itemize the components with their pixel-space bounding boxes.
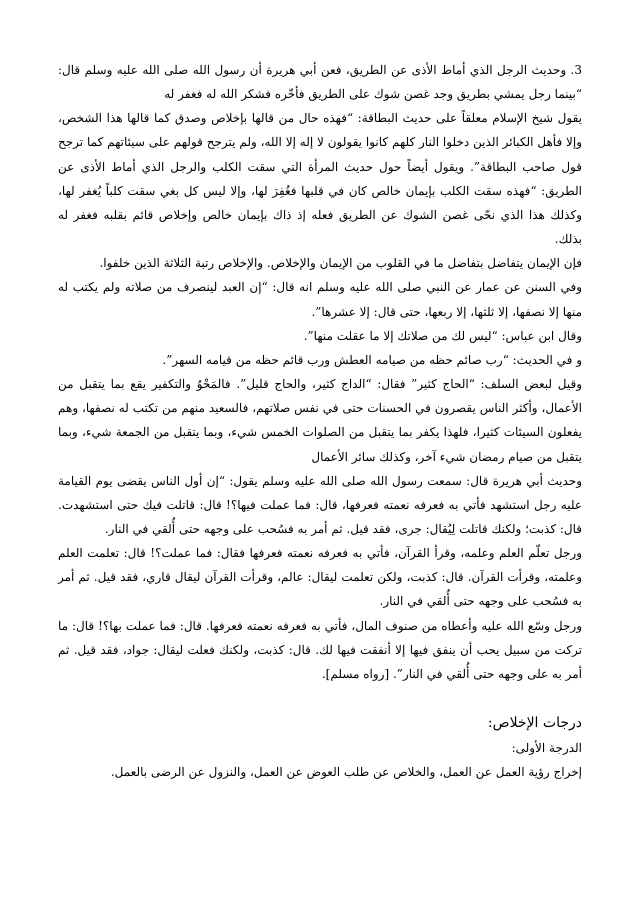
paragraph-faith-excellence: فإن الإيمان يتفاضل بتفاضل ما في القلوب من الإيمان والإخلاص. والإخلاص رتبة الثلاثة الذين خلفوا.: [99, 256, 582, 271]
paragraph-ibn-taymiyyah-commentary: يقول شيخ الإسلام معلقاً على حديث البطاقة: “فهذه حال من قالها بإخلاص وصدق كما قالها هذا الشخص، وإلا فأهل الكبائر الذين دخلوا النار كلهم كانوا يقولون لا إله إلا الله، ولم يترجح قولهم على سيئاتهم كما ترجح قول صاحب البطاقة”. ويقول أيضاً حول حديث المرأة التي سقت الكلب والرجل الذي أماط الأذى عن الطريق: “فهذه سقت الكلب بإيمان خالص كان في قلبها فغُفِرَ لها، وإلا ليس كل بغي سقت كلباً يُغفر لها، وكذلك هذا الذي نحّى غصن الشوك عن الطريق فعله إذ ذاك بإيمان خالص وإخلاص قائم بقلبه فغفر له بذلك.: [58, 111, 583, 247]
paragraph-martyr-hadith: وحديث أبي هريرة قال: سمعت رسول الله صلى الله عليه وسلم يقول: “إن أول الناس يقضى يوم القيامة عليه رجل استشهد فأتي به فعرفه نعمته فعرفها، قال: فما عملت فيها؟! قال: قاتلت فيك حتى استشهدت. قال: كذبت؛ ولكنك قاتلت لِيُقال: جرى، فقد قيل. ثم أمر به فسُحب على وجهه حتى أُلقي في النار.: [58, 473, 582, 536]
paragraph-wealthy-man-hadith: ورجل وسّع الله عليه وأعطاه من صنوف المال، فأتي به فعرفه نعمته فعرفها. قال: فما عملت بها؟! قال: ما تركت من سبيل يحب أن ينفق فيها إلا أنفقت فيها لك. قال: كذبت، ولكنك فعلت ليقال: جواد، فقد قيل. ثم أمر به على وجهه حتى أُلقي في النار”. [رواه مسلم].: [58, 618, 582, 681]
subheading: الدرجة الأولى:: [511, 741, 582, 756]
document-page: [58, 58, 582, 784]
paragraph-hadith-thorn-branch: 3. وحديث الرجل الذي أماط الأذى عن الطريق، فعن أبي هريرة أن رسول الله صلى الله عليه وسلم قال: “بينما رجل يمشي بطريق وجد غصن شوك على الطريق فأخّره فشكر الله له فغفر له: [58, 63, 582, 102]
section-gap: [58, 686, 582, 710]
paragraph-pilgrims-saying: وقيل لبعض السلف: “الحاج كثير” فقال: “الداج كثير، والحاج قليل”. فالمَحْوُ والتكفير يقع بما يتقبل من الأعمال، وأكثر الناس يقصرون في الحسنات حتى في نفس صلاتهم، فالسعيد منهم من تكتب له نصفها، وهم يفعلون السيئات كثيرا، فلهذا يكفر بما يتقبل من الصلوات الخمس شيء، وبما يتقبل من الجمعة شيء، وبما يتقبل من صيام رمضان شيء آخر، وكذلك سائر الأعمال: [58, 377, 582, 464]
paragraph-fasting-hadith: و في الحديث: “رب صائم حظه من صيامه العطش ورب قائم حظه من قيامه السهر”.: [162, 352, 582, 367]
paragraph-scholar-hadith: ورجل تعلّم العلم وعلمه، وقرأ القرآن، فأتي به فعرفه نعمته فعرفها فقال: فما عملت؟! قال: تعلمت العلم وعلمته، وقرأت القرآن. قال: كذبت، ولكن تعلمت ليقال: عالم، وقرأت القرآن ليقال قاري، فقد قيل. ثم أمر به فسُحب على وجهه حتى أُلقي في النار.: [58, 546, 582, 609]
paragraph-ibn-abbas-saying: وقال ابن عباس: “ليس لك من صلاتك إلا ما عقلت منها”.: [303, 328, 582, 343]
paragraph-ammar-prayer-hadith: وفي السنن عن عمار عن النبي صلى الله عليه وسلم انه قال: “إن العبد لينصرف من صلاته ولم يكتب له منها إلا نصفها، إلا ثلثها، إلا ربعها، حتى قال: إلا عشرها”.: [58, 280, 582, 319]
paragraph-first-degree: إخراج رؤية العمل عن العمل، والخلاص عن طلب العوض عن العمل، والنزول عن الرضى بالعمل.: [110, 765, 582, 780]
section-heading: درجات الإخلاص:: [487, 715, 582, 732]
